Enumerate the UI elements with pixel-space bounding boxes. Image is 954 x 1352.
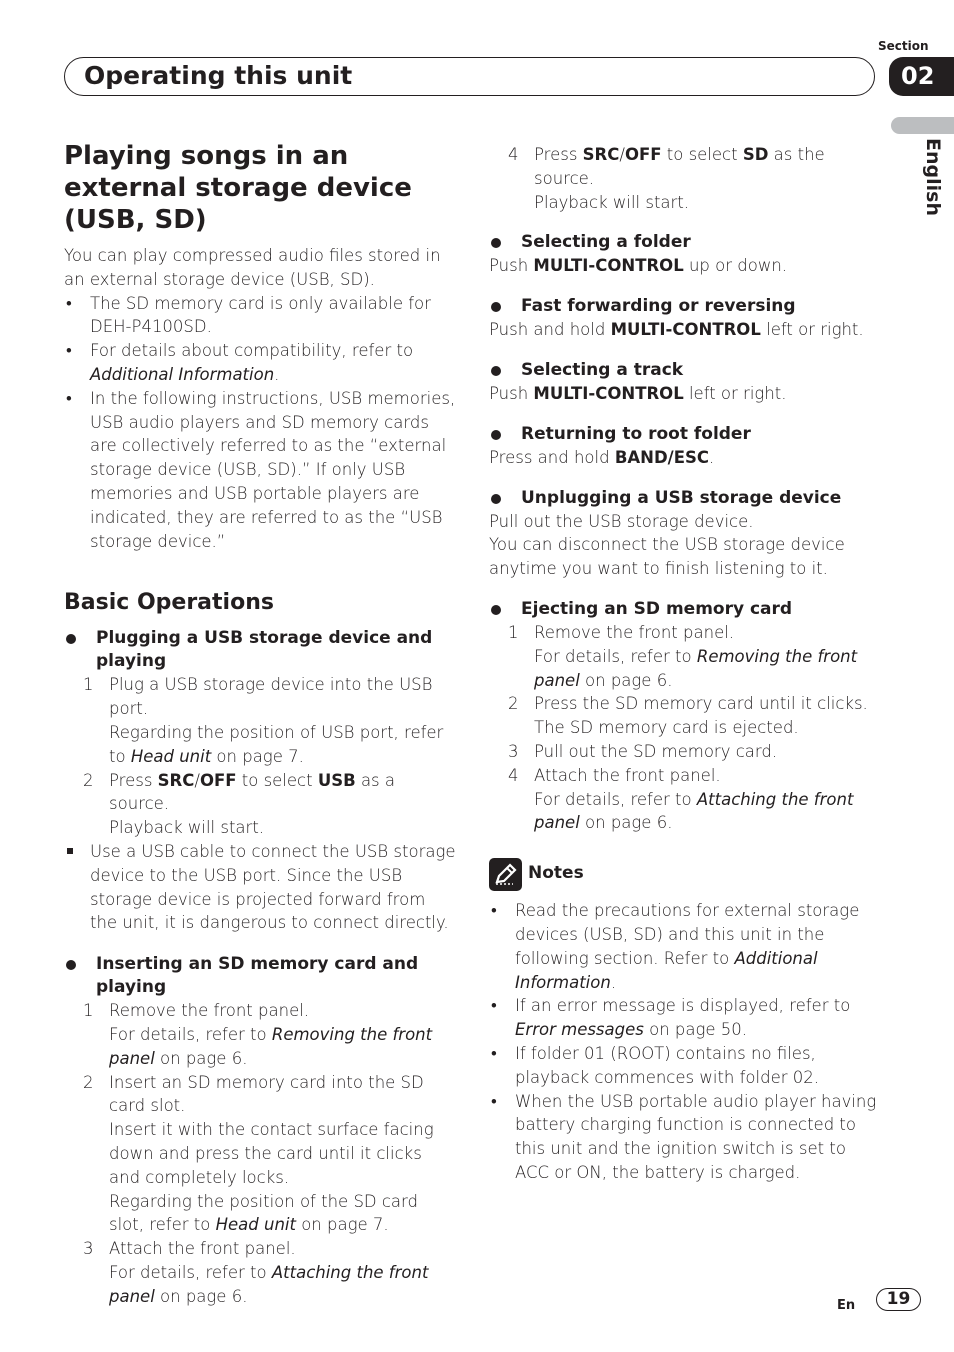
inserting-steps	[64, 999, 456, 1308]
step-item: 4 Attach the front panel. For details, refer to Attaching the front panel on page 6.	[508, 765, 854, 833]
section-heading-basic-operations: Basic Operations	[64, 590, 274, 616]
step-item: 2 Press SRC/OFF to select USB as a source. Playback will start.	[83, 770, 396, 838]
subheading-plugging: Plugging a USB storage device and playing	[64, 627, 456, 673]
step-item: 3 Attach the front panel. For details, refer to Attaching the front panel on page 6.	[83, 1239, 429, 1306]
ejecting-steps	[489, 621, 884, 835]
notes-header	[489, 857, 884, 891]
section-label: Section	[878, 39, 929, 53]
pencil-note-icon	[489, 858, 522, 891]
subheading-ff-rev: Fast forwarding or reversing	[489, 295, 884, 318]
step-item: 1 Remove the front panel. For details, refer to Removing the front panel on page 6.	[508, 622, 858, 690]
step-item: 1 Plug a USB storage device into the USB port. Regarding the position of USB port, refer to Head unit on page 7.	[83, 675, 444, 766]
step-item: 2 Insert an SD memory card into the SD card slot. Insert it with the contact surface facing down and press the card until it clicks and completely locks. Regarding the position of the SD card slot, refer to Head unit on page 7.	[83, 1072, 434, 1235]
page-header-title: Operating this unit	[84, 61, 353, 90]
note-item: • Read the precautions for external storage devices (USB, SD) and this unit in the following section. Refer to Additional Information.	[489, 899, 884, 994]
ffrev-instruction: Push and hold MULTI-CONTROL left or right.	[489, 320, 864, 340]
unplug-line-1: Pull out the USB storage device.	[489, 511, 754, 531]
language-label: English	[922, 138, 944, 216]
subheading-selecting-track: Selecting a track	[489, 359, 884, 382]
subheading-ejecting-sd: Ejecting an SD memory card	[489, 598, 884, 621]
subheading-inserting-sd: Inserting an SD memory card and playing	[64, 953, 456, 999]
plugging-steps	[64, 673, 456, 840]
xref: Additional Information	[90, 364, 275, 384]
bullet-item: • For details about compatibility, refer to Additional Information.	[64, 339, 456, 387]
sd-play-step	[489, 143, 884, 214]
root-instruction: Press and hold BAND/ESC.	[489, 447, 715, 467]
caution-note: Use a USB cable to connect the USB storage device to the USB port. Since the USB storage device is projected forward from the unit, it is dangerous to connect directly.	[64, 840, 456, 935]
note-item: • When the USB portable audio player having battery charging function is connected to this unit and the ignition switch is set to ACC or ON, the battery is charged.	[489, 1090, 884, 1185]
note-item: • If folder 01 (ROOT) contains no files, playback commences with folder 02.	[489, 1042, 884, 1090]
note-item: • If an error message is displayed, refer to Error messages on page 50.	[489, 994, 884, 1042]
language-tab	[891, 117, 954, 134]
language-code: En	[837, 1298, 856, 1313]
bullet-item: • In the following instructions, USB memories, USB audio players and SD memory cards are collectively referred to as the “external storage device (USB, SD).” If only USB memories and USB portable players are indicated, they are referred to as the “USB storage device.”	[64, 387, 456, 554]
unplug-line-2: You can disconnect the USB storage device anytime you want to finish listening to it.	[489, 535, 845, 579]
step-item: 2 Press the SD memory card until it clicks. The SD memory card is ejected.	[508, 694, 868, 738]
folder-instruction: Push MULTI-CONTROL up or down.	[489, 256, 788, 276]
left-column	[64, 140, 456, 1308]
subheading-unplugging: Unplugging a USB storage device	[489, 487, 884, 510]
intro-text: You can play compressed audio files stored in an external storage device (USB, SD).	[64, 246, 441, 289]
subheading-root-folder: Returning to root folder	[489, 423, 884, 446]
section-number-badge: 02	[889, 57, 954, 96]
notes-title: Notes	[528, 863, 584, 884]
step-item: 3 Pull out the SD memory card.	[508, 741, 778, 761]
step-item: 1 Remove the front panel. For details, refer to Removing the front panel on page 6.	[83, 1001, 433, 1068]
right-column	[489, 143, 884, 1185]
subheading-selecting-folder: Selecting a folder	[489, 231, 884, 254]
page-title: Playing songs in an external storage device (USB, SD)	[64, 141, 412, 235]
step-item: 4 Press SRC/OFF to select SD as the source. Playback will start.	[508, 145, 825, 212]
bullet-item: • The SD memory card is only available for DEH-P4100SD.	[64, 292, 456, 340]
track-instruction: Push MULTI-CONTROL left or right.	[489, 383, 787, 403]
intro-bullet-list	[64, 292, 456, 554]
notes-list	[489, 899, 884, 1185]
page-number: 19	[876, 1288, 921, 1311]
